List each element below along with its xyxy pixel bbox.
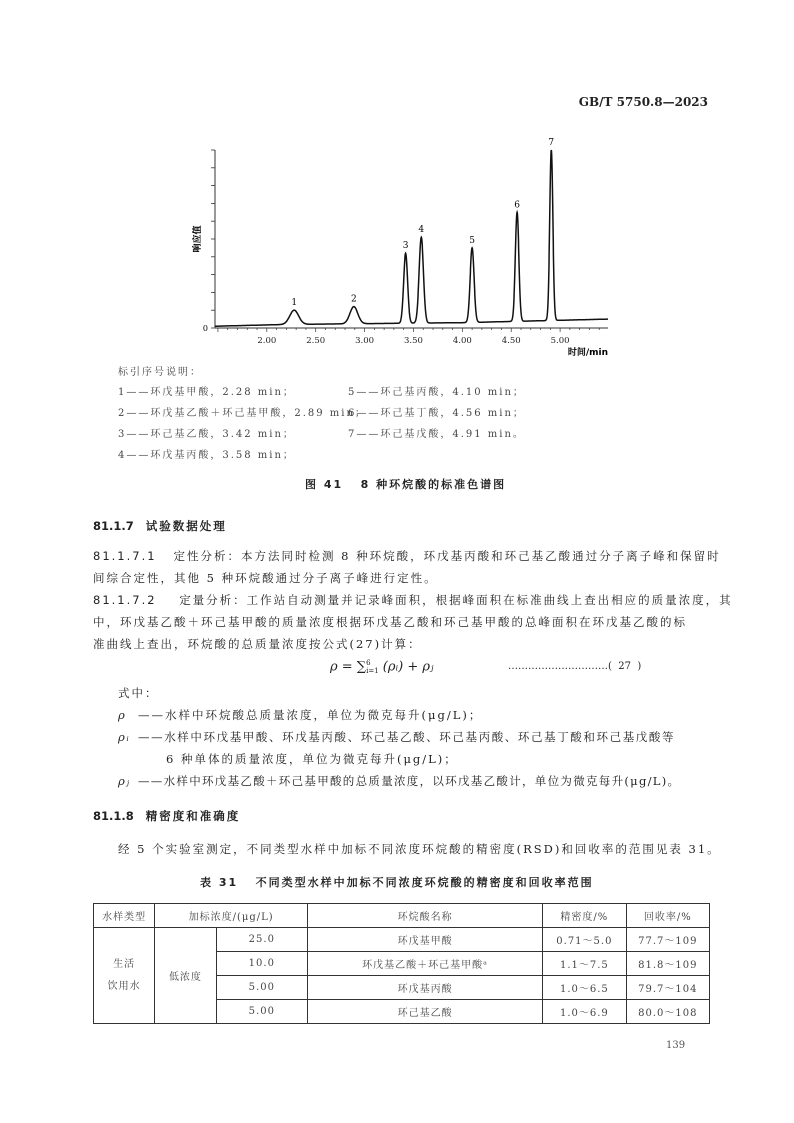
- legend-item: 5——环己基丙酸，4.10 min；: [348, 387, 525, 398]
- paragraph: [93, 548, 721, 564]
- recovery-cell: 77.7～109: [626, 928, 709, 952]
- y-axis-label: 响应值: [193, 225, 203, 253]
- formula-rhs: (ρᵢ) + ρⱼ: [382, 659, 434, 675]
- legend-item: 6——环己基丁酸，4.56 min；: [348, 408, 525, 419]
- water-type-cell: 生活 饮用水: [94, 928, 155, 1024]
- definition-text: ——水样中环戊基乙酸＋环己基甲酸的总质量浓度，以环戊基乙酸计，单位为微克每升(μg/L)。: [138, 774, 681, 788]
- column-header: 水样类型: [94, 904, 155, 928]
- y-tick-label: 0: [202, 324, 208, 333]
- x-tick-label: 5.00: [550, 336, 570, 346]
- symbol: ρⱼ: [118, 774, 131, 788]
- paragraph: [93, 592, 733, 608]
- text-line: 准曲线上查出，环烷酸的总质量浓度按公式(27)计算：: [93, 637, 422, 651]
- name-cell: 环戊基乙酸＋环己基甲酸ᵃ: [308, 952, 543, 976]
- x-tick-label: 3.50: [403, 336, 423, 346]
- conc-cell: 5.00: [216, 1000, 307, 1024]
- column-header: 环烷酸名称: [308, 904, 543, 928]
- chromatogram-trace: [215, 150, 608, 326]
- table-row: [94, 928, 710, 952]
- conc-cell: 10.0: [216, 952, 307, 976]
- peak-label: 3: [402, 241, 409, 252]
- peak-label: 5: [469, 235, 475, 246]
- formula-number: …………………………( 27 ): [508, 661, 642, 672]
- formula-sub: i=1: [366, 667, 379, 675]
- page-number: 139: [666, 1040, 686, 1051]
- legend-item: 4——环戊基丙酸，3.58 min；: [118, 450, 295, 461]
- rsd-cell: 1.0～6.5: [543, 976, 626, 1000]
- chromatogram-chart: [175, 130, 625, 362]
- variable-definition: [118, 773, 680, 789]
- section-title: 精密度和准确度: [145, 809, 241, 823]
- precision-table: [93, 903, 710, 1024]
- level-cell: 低浓度: [155, 928, 216, 1024]
- x-tick-label: 2.00: [257, 336, 277, 346]
- clause-number: 81.1.7.2: [93, 593, 157, 607]
- section-heading: [93, 518, 227, 534]
- table-header-row: [94, 904, 710, 928]
- variable-definition: [118, 729, 675, 745]
- column-header: 加标浓度/(μg/L): [155, 904, 308, 928]
- definition-text: 6 种单体的质量浓度，单位为微克每升(μg/L)；: [166, 752, 458, 766]
- name-cell: 环戊基甲酸: [308, 928, 543, 952]
- peak-label: 7: [548, 138, 555, 148]
- conc-cell: 25.0: [216, 928, 307, 952]
- text-line: 定性分析：本方法同时检测 8 种环烷酸，环戊基丙酸和环己基乙酸通过分子离子峰和保留时: [173, 549, 721, 563]
- recovery-cell: 81.8～109: [626, 952, 709, 976]
- formula-sup: 6: [366, 659, 371, 667]
- symbol: ρᵢ: [118, 730, 131, 744]
- name-cell: 环戊基丙酸: [308, 976, 543, 1000]
- standard-number: GB/T 5750.8—2023: [578, 95, 708, 109]
- figure-caption: 图 41 8 种环烷酸的标准色谱图: [305, 478, 507, 491]
- peak-label: 6: [514, 200, 520, 211]
- peak-label: 4: [418, 225, 425, 236]
- section-heading: [93, 808, 240, 824]
- formula-lhs: ρ = ∑: [330, 659, 367, 675]
- paragraph: 经 5 个实验室测定，不同类型水样中加标不同浓度环烷酸的精密度(RSD)和回收率的范围见表 31。: [118, 842, 721, 856]
- conc-cell: 5.00: [216, 976, 307, 1000]
- peak-label: 1: [291, 298, 298, 309]
- column-header: 精密度/%: [543, 904, 626, 928]
- formula: [330, 659, 433, 675]
- peak-label: 2: [350, 294, 357, 305]
- x-axis-label: 时间/min: [567, 348, 608, 358]
- text-line: 间综合定性，其他 5 种环烷酸通过分子离子峰进行定性。: [93, 571, 438, 585]
- recovery-cell: 80.0～108: [626, 1000, 709, 1024]
- clause-number: 81.1.7.1: [93, 549, 157, 563]
- table-title: 表 31 不同类型水样中加标不同浓度环烷酸的精密度和回收率范围: [200, 876, 594, 889]
- legend-item: 3——环己基乙酸，3.42 min；: [118, 429, 295, 440]
- where-label: 式中：: [118, 686, 159, 700]
- section-number: 81.1.8: [93, 809, 134, 823]
- text-line: 定量分析：工作站自动测量并记录峰面积，根据峰面积在标准曲线上查出相应的质量浓度，其: [179, 593, 733, 607]
- x-tick-label: 2.50: [306, 336, 326, 346]
- definition-text: ——水样中环戊基甲酸、环戊基丙酸、环己基乙酸、环己基丙酸、环己基丁酸和环己基戊酸等: [138, 730, 676, 744]
- legend-item: 1——环戊基甲酸，2.28 min；: [118, 387, 295, 398]
- x-tick-label: 4.00: [452, 336, 472, 346]
- variable-definition: [118, 707, 482, 723]
- text-line: 中，环戊基乙酸＋环己基甲酸的质量浓度根据环戊基乙酸和环己基甲酸的总峰面积在环戊基乙酸的标: [93, 615, 687, 629]
- legend-item: 7——环己基戊酸，4.91 min。: [348, 429, 525, 440]
- section-title: 试验数据处理: [145, 519, 227, 533]
- legend-item: 2——环戊基乙酸＋环己基甲酸，2.89 min；: [118, 408, 367, 419]
- section-number: 81.1.7: [93, 519, 134, 533]
- legend-title: 标引序号说明：: [118, 367, 202, 378]
- x-tick-label: 3.00: [355, 336, 375, 346]
- rsd-cell: 1.0～6.9: [543, 1000, 626, 1024]
- name-cell: 环己基乙酸: [308, 1000, 543, 1024]
- column-header: 回收率/%: [626, 904, 709, 928]
- rsd-cell: 1.1～7.5: [543, 952, 626, 976]
- symbol: ρ: [118, 708, 127, 722]
- rsd-cell: 0.71～5.0: [543, 928, 626, 952]
- x-tick-label: 4.50: [501, 336, 521, 346]
- definition-text: ——水样中环烷酸总质量浓度，单位为微克每升(μg/L)；: [138, 708, 483, 722]
- recovery-cell: 79.7～104: [626, 976, 709, 1000]
